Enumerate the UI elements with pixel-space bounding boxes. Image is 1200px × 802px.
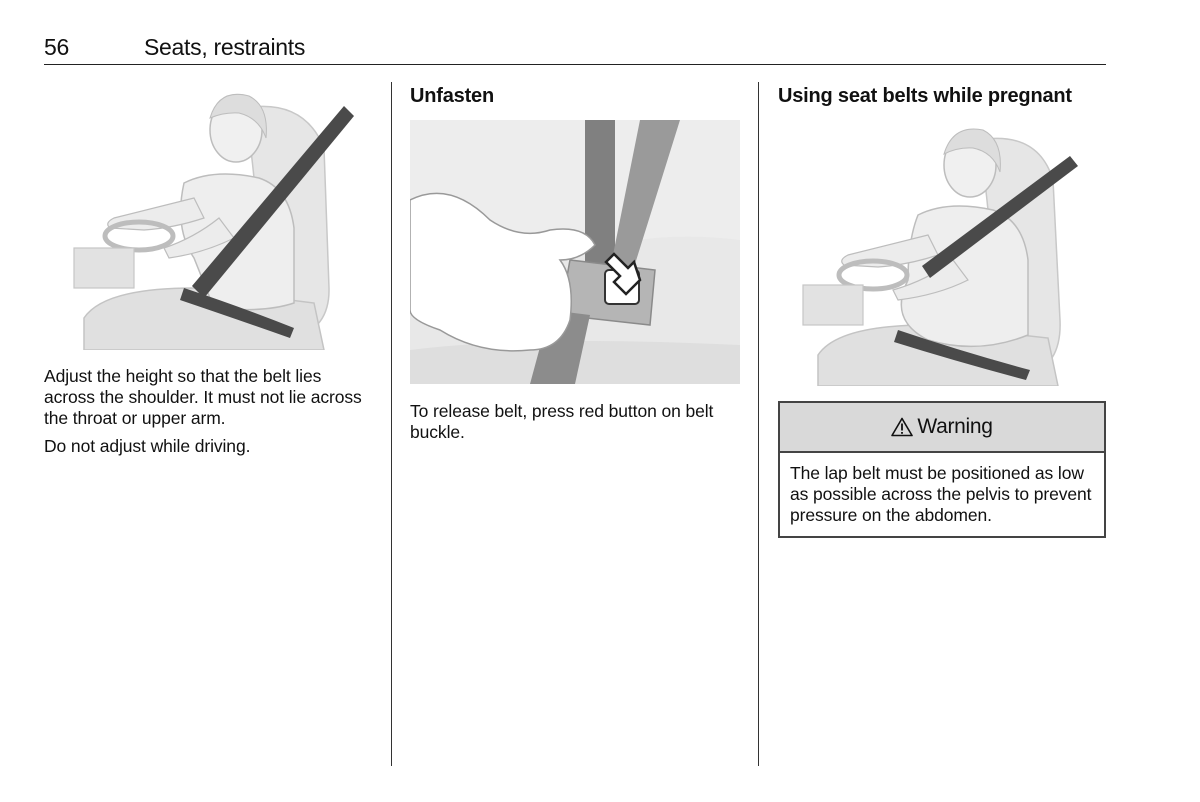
warning-title: Warning <box>917 415 993 438</box>
warning-triangle-icon <box>891 417 913 437</box>
page-header <box>44 32 1106 65</box>
column-unfasten <box>410 82 740 443</box>
warning-text: The lap belt must be positioned as low as possible across the pelvis to prevent pressure on the abdomen. <box>790 463 1092 525</box>
belt-release-illustration <box>410 120 740 384</box>
column-divider <box>758 82 759 766</box>
heading-unfasten: Unfasten <box>410 85 494 107</box>
column-belt-height <box>44 82 374 457</box>
warning-box <box>778 401 1106 538</box>
column-pregnant <box>778 82 1106 538</box>
pregnant-belt-illustration <box>778 120 1106 386</box>
paragraph-release: To release belt, press red button on belt buckle. <box>410 401 714 442</box>
warning-header <box>780 403 1104 453</box>
belt-height-illustration <box>44 88 374 350</box>
heading-pregnant: Using seat belts while pregnant <box>778 85 1072 107</box>
warning-body <box>780 453 1104 536</box>
page-number: 56 <box>44 34 69 60</box>
column-divider <box>391 82 392 766</box>
paragraph-no-adjust: Do not adjust while driving. <box>44 436 251 456</box>
paragraph-belt-height: Adjust the height so that the belt lies across the shoulder. It must not lie across the throat or upper arm. <box>44 366 362 428</box>
section-title: Seats, restraints <box>144 34 306 60</box>
